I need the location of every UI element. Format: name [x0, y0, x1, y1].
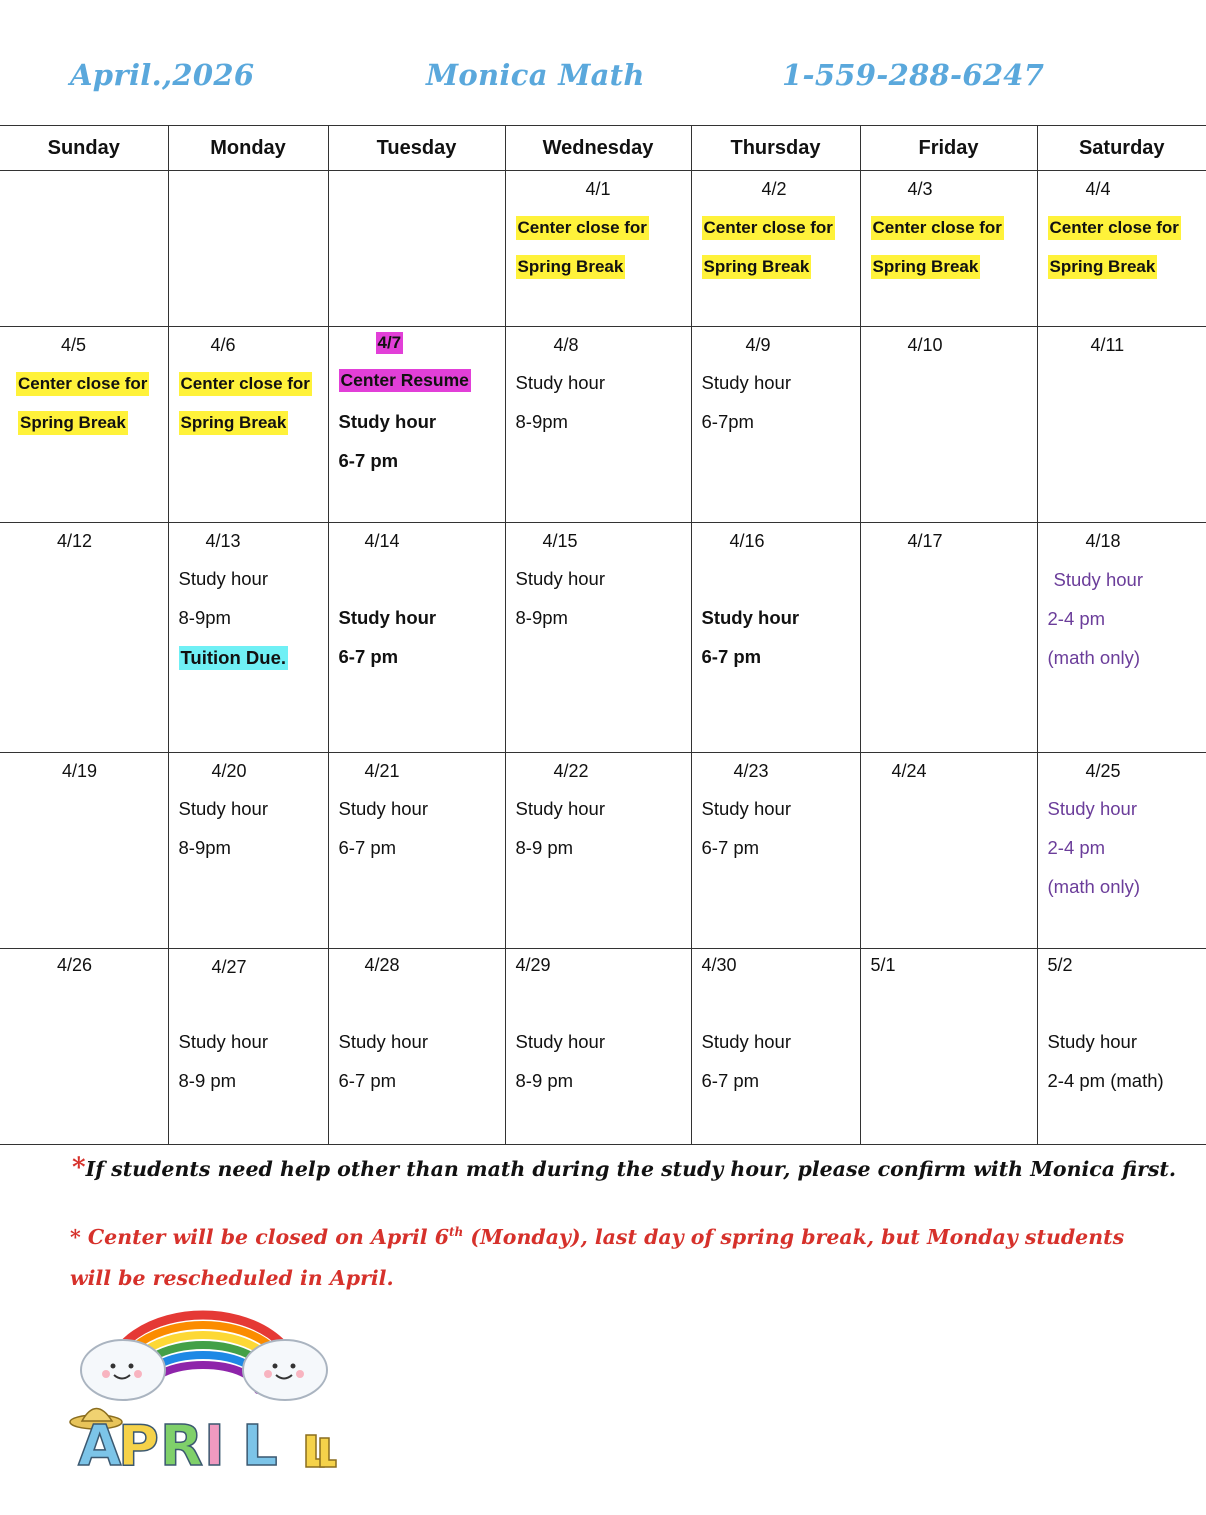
day-cell-4-23: [691, 753, 860, 949]
date-label: 4/10: [907, 335, 943, 355]
study-hour-label: Study hour: [515, 1031, 605, 1052]
date-label: 4/7: [377, 333, 402, 352]
rain-boots-icon: [306, 1435, 336, 1467]
day-cell-4-21: [328, 753, 505, 949]
date-label: 4/18: [1085, 531, 1121, 551]
week-row-1: [0, 171, 1206, 327]
cloud-left-icon: [81, 1340, 165, 1400]
day-cell-4-13: [168, 523, 328, 753]
date-label: 4/26: [57, 955, 93, 975]
study-hour-time: 8-9pm: [515, 607, 568, 628]
weekday-tuesday: Tuesday: [328, 126, 505, 171]
date-label: 4/1: [585, 179, 611, 199]
date-label: 4/9: [745, 335, 771, 355]
study-hour-time: 8-9pm: [515, 411, 568, 432]
study-hour-time: 6-7 pm: [701, 646, 762, 667]
letter-i: I: [204, 1414, 225, 1475]
date-label: 4/5: [61, 335, 87, 355]
day-cell-4-7: [328, 327, 505, 523]
cloud-right-icon: [243, 1340, 327, 1400]
study-hour-time: 2-4 pm (math): [1047, 1070, 1164, 1091]
closure-note: Center close for: [179, 372, 312, 396]
study-hour-label: Study hour: [338, 1031, 428, 1052]
date-label: 4/29: [515, 955, 551, 975]
weekday-wednesday: Wednesday: [505, 126, 691, 171]
day-cell-4-29: [505, 949, 691, 1145]
study-hour-label: Study hour: [701, 798, 791, 819]
day-cell-4-9: [691, 327, 860, 523]
day-cell-4-25: [1037, 753, 1206, 949]
study-hour-label: Study hour: [178, 568, 268, 589]
day-cell-empty: [328, 171, 505, 327]
day-cell-4-30: [691, 949, 860, 1145]
date-label: 5/1: [870, 955, 896, 975]
date-label: 5/2: [1047, 955, 1073, 975]
study-hour-time: 6-7 pm: [701, 1070, 760, 1091]
letter-a: A: [78, 1414, 122, 1475]
closure-note: Center close for: [1048, 216, 1181, 240]
date-label: 4/27: [211, 957, 247, 977]
resume-note: Center Resume: [340, 370, 469, 390]
note-text: (Monday), last day of spring break, but Monday students will be rescheduled in April.: [70, 1224, 1125, 1290]
date-label: 4/12: [57, 531, 93, 551]
date-label: 4/13: [205, 531, 241, 551]
study-hour-label: Study hour: [338, 411, 437, 432]
study-hour-time: 6-7 pm: [338, 646, 399, 667]
study-hour-label: Study hour: [701, 1031, 791, 1052]
closure-note: Center close for: [16, 372, 149, 396]
study-hour-time: 8-9pm: [178, 837, 231, 858]
closure-note: Spring Break: [1048, 255, 1158, 279]
study-hour-label: Study hour: [1047, 1031, 1137, 1052]
date-label: 4/23: [733, 761, 769, 781]
april-rainbow-clipart: [68, 1300, 338, 1475]
study-hour-label: Study hour: [701, 607, 800, 628]
day-cell-4-6: [168, 327, 328, 523]
letter-r: R: [160, 1414, 204, 1475]
weekday-header-row: [0, 126, 1206, 171]
study-hour-label: Study hour: [178, 1031, 268, 1052]
study-hour-time: 2-4 pm: [1047, 837, 1106, 858]
date-label: 4/14: [364, 531, 400, 551]
study-hour-label: Study hour: [338, 607, 437, 628]
study-hour-label: Study hour: [515, 372, 605, 393]
day-cell-empty: [0, 171, 168, 327]
week-row-5: [0, 949, 1206, 1145]
day-cell-4-5: [0, 327, 168, 523]
study-hour-time: 6-7 pm: [338, 450, 399, 471]
note-text: If students need help other than math during the study hour, please confirm with Monica first.: [85, 1157, 1177, 1181]
closure-note: Center close for: [516, 216, 649, 240]
date-label: 4/2: [761, 179, 787, 199]
week-row-3: [0, 523, 1206, 753]
date-label: 4/11: [1090, 335, 1125, 355]
day-cell-4-26: [0, 949, 168, 1145]
study-hour-label: Study hour: [178, 798, 268, 819]
phone-number: 1-559-288-6247: [782, 58, 1045, 92]
week-row-4: [0, 753, 1206, 949]
study-hour-label: Study hour: [1053, 569, 1143, 590]
letter-l: L: [242, 1414, 278, 1475]
letter-p: P: [118, 1414, 160, 1475]
day-cell-4-24: [860, 753, 1037, 949]
closure-note: Spring Break: [179, 411, 289, 435]
date-label: 4/24: [891, 761, 927, 781]
closure-reschedule-note: [70, 1212, 1150, 1299]
closure-note: Spring Break: [871, 255, 981, 279]
weekday-thursday: Thursday: [691, 126, 860, 171]
study-hour-time: 2-4 pm: [1047, 608, 1106, 629]
closure-note: Spring Break: [702, 255, 812, 279]
weekday-friday: Friday: [860, 126, 1037, 171]
study-hour-time: 8-9 pm: [515, 1070, 574, 1091]
date-label: 4/22: [553, 761, 589, 781]
day-cell-4-10: [860, 327, 1037, 523]
ordinal-suffix: th: [448, 1225, 464, 1239]
math-only-note: (math only): [1047, 876, 1141, 897]
study-hour-time: 8-9pm: [178, 607, 231, 628]
calendar-month-title: April.,2026: [70, 58, 255, 92]
closure-note: Center close for: [702, 216, 835, 240]
study-hour-label: Study hour: [701, 372, 791, 393]
day-cell-4-2: [691, 171, 860, 327]
study-hour-time: 8-9 pm: [178, 1070, 237, 1091]
day-cell-empty: [168, 171, 328, 327]
weekday-monday: Monday: [168, 126, 328, 171]
day-cell-4-4: [1037, 171, 1206, 327]
study-hour-time: 6-7pm: [701, 411, 754, 432]
business-name: Monica Math: [426, 58, 645, 92]
study-hour-time: 6-7 pm: [338, 1070, 397, 1091]
study-hour-time: 6-7 pm: [701, 837, 760, 858]
day-cell-4-18: [1037, 523, 1206, 753]
day-cell-4-19: [0, 753, 168, 949]
tuition-due-note: Tuition Due.: [180, 647, 286, 668]
calendar-grid: [0, 125, 1206, 1145]
study-hour-time: 8-9 pm: [515, 837, 574, 858]
date-label: 4/4: [1085, 179, 1111, 199]
date-label: 4/21: [364, 761, 400, 781]
day-cell-5-2: [1037, 949, 1206, 1145]
day-cell-4-3: [860, 171, 1037, 327]
day-cell-4-28: [328, 949, 505, 1145]
day-cell-5-1: [860, 949, 1037, 1145]
math-only-note: (math only): [1047, 647, 1141, 668]
day-cell-4-16: [691, 523, 860, 753]
date-label: 4/17: [907, 531, 943, 551]
day-cell-4-17: [860, 523, 1037, 753]
date-label: 4/6: [210, 335, 236, 355]
study-hour-label: Study hour: [338, 798, 428, 819]
closure-note: Center close for: [871, 216, 1004, 240]
date-label: 4/15: [542, 531, 578, 551]
study-hour-label: Study hour: [515, 798, 605, 819]
study-hour-time: 6-7 pm: [338, 837, 397, 858]
date-label: 4/20: [211, 761, 247, 781]
study-hour-label: Study hour: [1047, 798, 1137, 819]
day-cell-4-11: [1037, 327, 1206, 523]
date-label: 4/8: [553, 335, 579, 355]
note-text: * Center will be closed on April 6: [70, 1224, 449, 1249]
study-hour-help-note: [72, 1153, 1176, 1183]
day-cell-4-22: [505, 753, 691, 949]
date-label: 4/3: [907, 179, 933, 199]
day-cell-4-14: [328, 523, 505, 753]
date-label: 4/28: [364, 955, 400, 975]
date-label: 4/16: [729, 531, 765, 551]
weekday-saturday: Saturday: [1037, 126, 1206, 171]
day-cell-4-8: [505, 327, 691, 523]
day-cell-4-27: [168, 949, 328, 1145]
day-cell-4-15: [505, 523, 691, 753]
weekday-sunday: Sunday: [0, 126, 168, 171]
week-row-2: [0, 327, 1206, 523]
date-label: 4/19: [62, 761, 98, 781]
date-label: 4/30: [701, 955, 737, 975]
date-label: 4/25: [1085, 761, 1121, 781]
study-hour-label: Study hour: [515, 568, 605, 589]
day-cell-4-12: [0, 523, 168, 753]
closure-note: Spring Break: [516, 255, 626, 279]
asterisk: *: [72, 1153, 86, 1183]
day-cell-4-1: [505, 171, 691, 327]
closure-note: Spring Break: [18, 411, 128, 435]
day-cell-4-20: [168, 753, 328, 949]
